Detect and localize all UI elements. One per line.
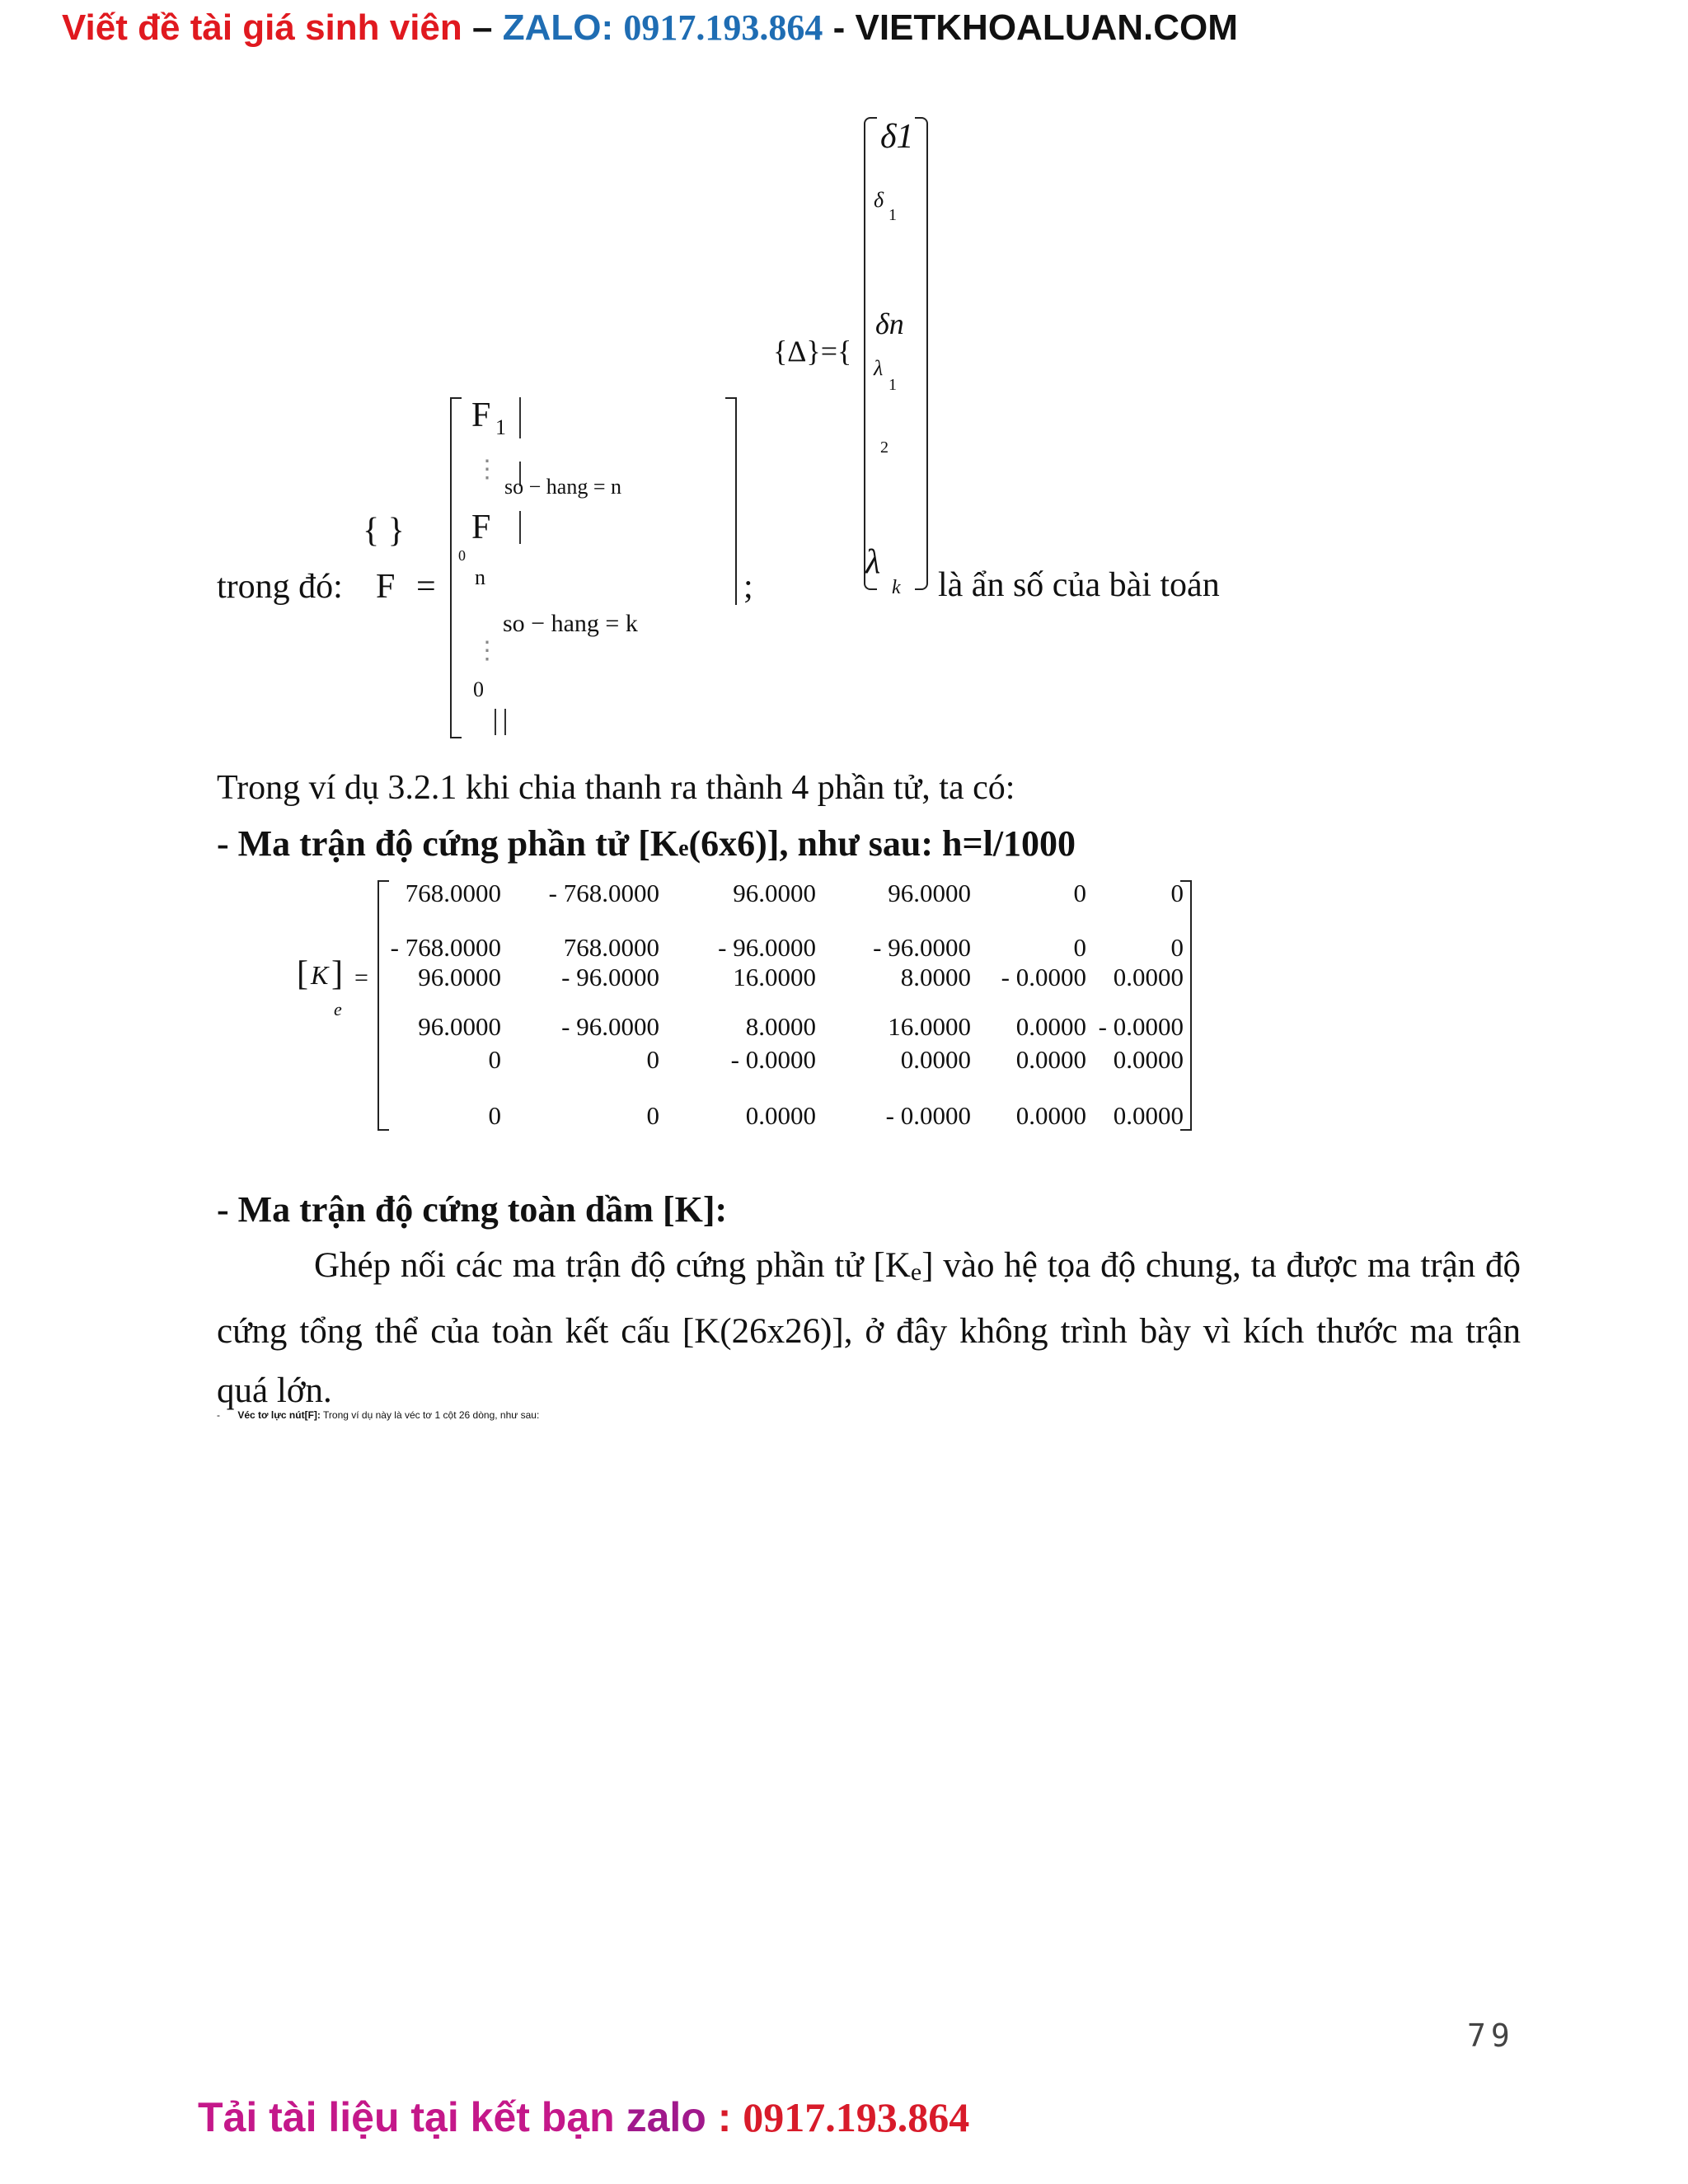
f-left-bracket [450, 397, 462, 738]
matrix-left-bracket [377, 880, 389, 1131]
matrix-label: K [311, 960, 329, 990]
matrix-cell-r1-c3: 96.0000 [733, 879, 816, 907]
matrix-cell-r1-c6: 0 [1170, 879, 1184, 907]
matrix-cell-r3-c5: - 0.0000 [1001, 963, 1086, 991]
heading-1-sub: e [678, 836, 689, 861]
footer-banner [198, 2093, 969, 2141]
matrix-cell-r2-c1: - 768.0000 [390, 933, 501, 962]
f-zero-label: 0 [458, 547, 466, 564]
matrix-cell-r4-c2: - 96.0000 [561, 1012, 659, 1041]
matrix-cell-r1-c2: - 768.0000 [548, 879, 659, 907]
matrix-cell-r5-c1: 0 [488, 1045, 501, 1074]
f-braces: { } [363, 512, 405, 550]
matrix-cell-r5-c2: 0 [646, 1045, 659, 1074]
f-semicolon: ; [743, 568, 753, 606]
matrix-cell-r4-c4: 16.0000 [888, 1012, 971, 1041]
matrix-cell-r6-c5: 0.0000 [1015, 1101, 1086, 1130]
matrix-cell-r2-c2: 768.0000 [563, 933, 659, 962]
delta-lambda-k: λ [865, 543, 881, 581]
header-text: Viết đề tài giá sinh viên [62, 7, 462, 48]
header-banner [62, 7, 1238, 49]
header-dash-2: - [823, 7, 856, 48]
header-dash: – [462, 7, 503, 48]
delta-note: là ẩn số của bài toán [938, 566, 1220, 604]
delta-right-bracket [915, 117, 928, 590]
header-zalo-label: ZALO: [502, 7, 624, 48]
tiny-rest: Trong ví dụ này là véc tơ 1 cột 26 dòng, như sau: [320, 1409, 540, 1421]
matrix-cell-r1-c5: 0 [1073, 879, 1086, 907]
heading-global-matrix: - Ma trận độ cứng toàn dầm [K]: [217, 1189, 728, 1230]
paragraph-part-2: ] vào hệ tọa độ chung, ta được ma trận độ cứng tổng thể của toàn kết cấu [K(26x26)], ở đây không trình bày vì kích thước ma trận quá lớn. [217, 1246, 1522, 1410]
delta-entry-2-sub: 1 [889, 206, 897, 224]
heading-1-prefix: - Ma trận độ cứng phần tử [K [217, 823, 679, 864]
delta-lambda-1: λ [874, 356, 884, 380]
matrix-cell-r4-c6: - 0.0000 [1098, 1012, 1184, 1041]
delta-lambda-2-sub: 2 [880, 438, 889, 457]
delta-entry-2: δ [874, 188, 884, 212]
matrix-cell-r1-c4: 96.0000 [888, 879, 971, 907]
matrix-cell-r5-c6: 0.0000 [1113, 1045, 1184, 1074]
footer-text: Tải tài liệu tại kết bạn [198, 2094, 626, 2140]
f-entry-f1: F [471, 396, 491, 434]
delta-entry-n: δn [875, 307, 904, 340]
f-zero-bottom: 0 [473, 677, 484, 701]
paragraph-part-1: Ghép nối các ma trận độ cứng phần tử [K [314, 1246, 911, 1285]
f-right-bracket [725, 397, 737, 605]
f-equals: = [416, 568, 436, 606]
matrix-cell-r6-c2: 0 [646, 1101, 659, 1130]
f-lhs-letter: F [376, 568, 396, 606]
matrix-cell-r1-c1: 768.0000 [405, 879, 501, 907]
f-intro: trong đó: [217, 568, 343, 606]
matrix-cell-r3-c4: 8.0000 [900, 963, 971, 991]
matrix-cell-r3-c6: 0.0000 [1113, 963, 1184, 991]
matrix-cell-r2-c6: 0 [1170, 933, 1184, 962]
f-inner-bar-bottom [495, 709, 496, 735]
header-zalo-number: 0917.193.864 [623, 7, 823, 48]
f-so-hang-k: so − hang = k [503, 610, 638, 637]
f-dots-1: ⋮ [475, 456, 499, 483]
matrix-cell-r6-c3: 0.0000 [745, 1101, 816, 1130]
matrix-cell-r6-c4: - 0.0000 [885, 1101, 971, 1130]
matrix-cell-r2-c4: - 96.0000 [873, 933, 971, 962]
matrix-cell-r2-c5: 0 [1073, 933, 1086, 962]
footer-number: 0917.193.864 [743, 2094, 970, 2140]
delta-lhs: {Δ}={ [773, 335, 852, 368]
body-paragraph [217, 1236, 1521, 1421]
f-entry-f1-sub: 1 [495, 415, 506, 439]
delta-entry-1: δ1 [880, 118, 914, 156]
tiny-bold: Véc tơ lực nút[F]: [237, 1409, 321, 1421]
header-site: VIETKHOALUAN.COM [855, 7, 1238, 48]
example-intro: Trong ví dụ 3.2.1 khi chia thanh ra thành 4 phần tử, ta có: [217, 769, 1015, 807]
matrix-cell-r6-c1: 0 [488, 1101, 501, 1130]
heading-element-matrix [217, 823, 1076, 865]
f-inner-bar-top [519, 397, 521, 438]
f-dots-2: ⋮ [475, 637, 499, 664]
matrix-label-sub: e [334, 999, 342, 1019]
paragraph-sub: e [910, 1258, 922, 1286]
footer-colon: : [706, 2094, 743, 2140]
f-inner-bar-bottom-2 [504, 709, 506, 735]
matrix-cell-r2-c3: - 96.0000 [718, 933, 816, 962]
delta-lambda-1-sub: 1 [889, 376, 897, 394]
f-entry-fn: F [471, 509, 491, 546]
page-number: 79 [1467, 2018, 1515, 2054]
matrix-cell-r5-c4: 0.0000 [900, 1045, 971, 1074]
f-n-label: n [475, 565, 485, 589]
f-inner-bar-3 [519, 511, 521, 544]
matrix-cell-r5-c3: - 0.0000 [730, 1045, 816, 1074]
heading-1-suffix: (6x6)], như sau: h=l/1000 [688, 823, 1076, 864]
delta-lambda-k-sub: k [892, 577, 901, 598]
matrix-cell-r4-c1: 96.0000 [418, 1012, 501, 1041]
matrix-cell-r6-c6: 0.0000 [1113, 1101, 1184, 1130]
matrix-cell-r3-c2: - 96.0000 [561, 963, 659, 991]
matrix-right-bracket [1180, 880, 1192, 1131]
tiny-dash: - [217, 1409, 220, 1421]
matrix-cell-r4-c5: 0.0000 [1015, 1012, 1086, 1041]
f-so-hang-n: so − hang = n [504, 475, 621, 499]
matrix-cell-r5-c5: 0.0000 [1015, 1045, 1086, 1074]
force-vector-note [217, 1409, 539, 1421]
matrix-cell-r3-c3: 16.0000 [733, 963, 816, 991]
footer-zalo: zalo [626, 2094, 706, 2140]
matrix-cell-r3-c1: 96.0000 [418, 963, 501, 991]
matrix-cell-r4-c3: 8.0000 [745, 1012, 816, 1041]
